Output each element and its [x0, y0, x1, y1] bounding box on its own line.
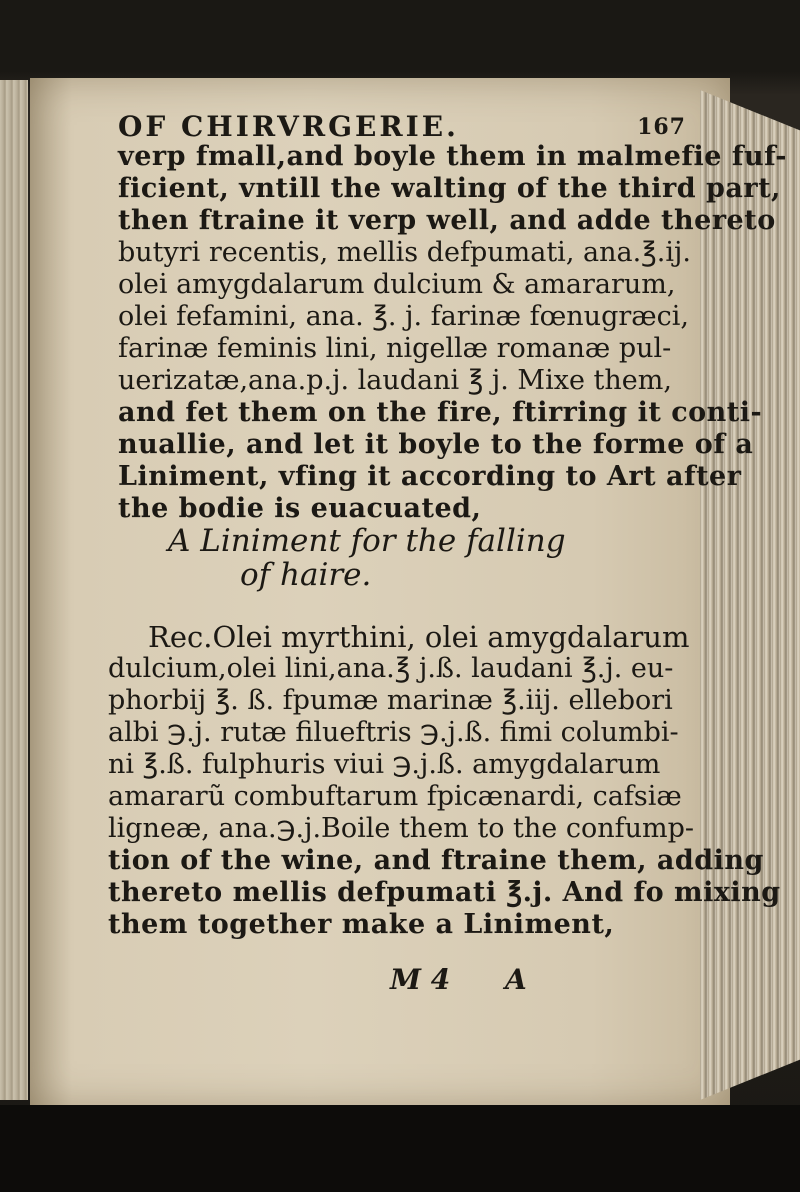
- paragraph1-line: Liniment, vfing it according to Art after: [118, 461, 742, 492]
- paragraph2-line: them together make a Liniment,: [108, 909, 615, 940]
- section-heading: of haire.: [240, 557, 372, 593]
- signature-mark: M 4: [390, 963, 451, 996]
- paragraph2-line: albi ℈.j. rutæ filueftris ℈.j.ß. fimi columbi-: [108, 717, 679, 748]
- paragraph2-line: ligneæ, ana.℈.j.Boile them to the confump-: [108, 813, 694, 844]
- paragraph1-line: verp fmall,and boyle them in malmefie fuf-: [118, 141, 787, 172]
- paragraph1-line: olei amygdalarum dulcium & amararum,: [118, 269, 676, 300]
- running-title: OF CHIRVRGERIE.: [118, 110, 459, 143]
- paragraph1-line: the bodie is euacuated,: [118, 493, 482, 524]
- section-heading: A Liniment for the falling: [168, 523, 566, 559]
- paragraph2-line: ni ℥.ß. fulphuris viui ℈.j.ß. amygdalarum: [108, 749, 661, 780]
- paragraph2-line: phorbij ℥. ß. fpumæ marinæ ℥.iij. ellebori: [108, 685, 673, 716]
- paragraph2-line: Rec.Olei myrthini, olei amygdalarum: [148, 620, 690, 654]
- paragraph1-line: then ftraine it verp well, and adde thereto: [118, 205, 776, 236]
- paragraph2-line: dulcium,olei lini,ana.℥ j.ß. laudani ℥.j. eu-: [108, 653, 674, 684]
- paragraph1-line: farinæ feminis lini, nigellæ romanæ pul-: [118, 333, 672, 364]
- paragraph1-line: nuallie, and let it boyle to the forme of a: [118, 429, 754, 460]
- paragraph2-line: tion of the wine, and ftraine them, adding: [108, 845, 764, 876]
- paragraph1-line: butyri recentis, mellis defpumati, ana.℥.ij.: [118, 237, 691, 268]
- catchword-mark: A: [505, 963, 527, 996]
- page-number: 167: [637, 114, 686, 140]
- paragraph1-line: and fet them on the fire, ftirring it conti-: [118, 397, 763, 428]
- paragraph1-line: olei fefamini, ana. ℥. j. farinæ fœnugræci,: [118, 301, 689, 332]
- paragraph1-line: ficient, vntill the walting of the third part,: [118, 173, 781, 204]
- running-header: [118, 110, 686, 143]
- paragraph2-line: thereto mellis defpumati ℥.j. And fo mixing: [108, 877, 781, 908]
- paragraph2-line: amararũ combuftarum fpicænardi, cafsiæ: [108, 781, 682, 812]
- paragraph1-line: uerizatæ,ana.p.j. laudani ℥ j. Mixe them,: [118, 365, 672, 396]
